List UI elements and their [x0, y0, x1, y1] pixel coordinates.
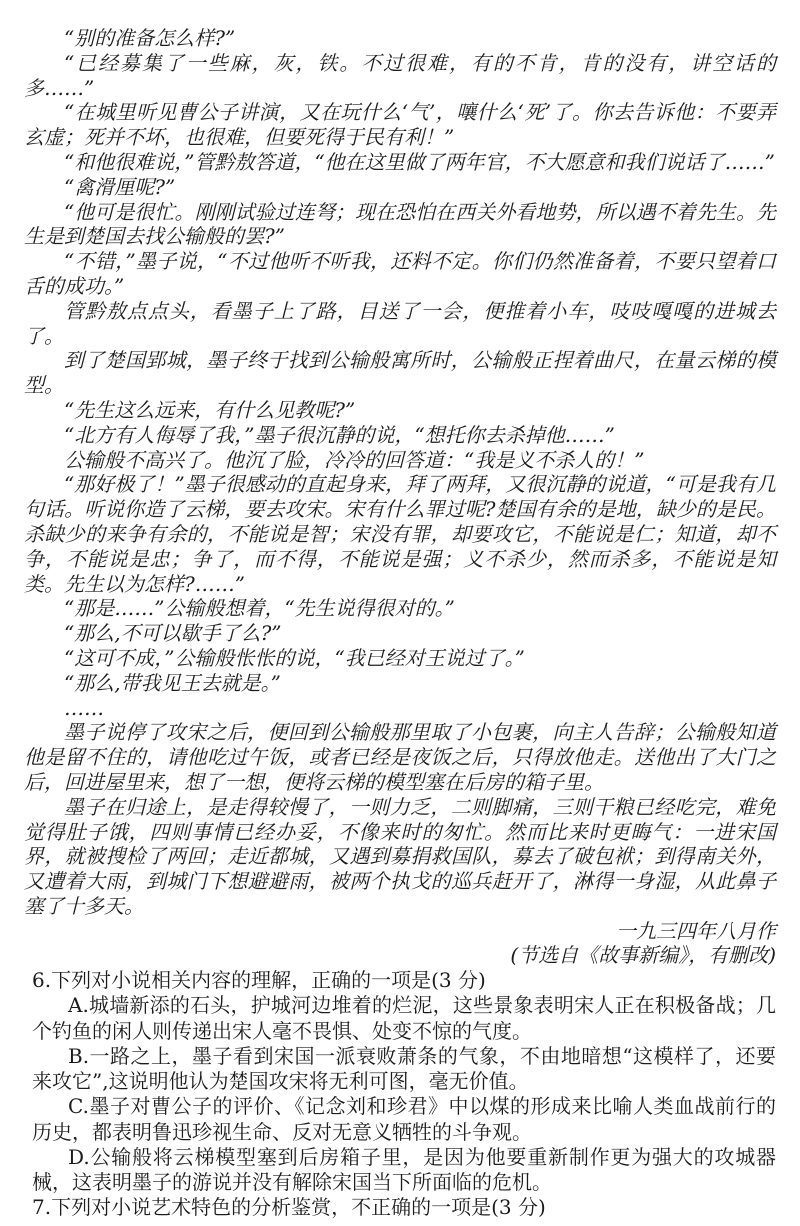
passage-paragraph: “禽滑厘呢?”	[64, 174, 176, 199]
passage-paragraph: “和他很难说，”管黔敖答道，“他在这里做了两年官，不大愿意和我们说话了……”	[64, 149, 775, 174]
passage-paragraph: 管黔敖点点头，看墨子上了路，目送了一会，便推着小车，吱吱嘎嘎的进城去了。	[24, 298, 776, 348]
question-6-stem: 6.下列对小说相关内容的理解，正确的一项是(3 分)	[32, 968, 486, 993]
passage-paragraph: 墨子说停了攻宋之后，便回到公输般那里取了小包裹，向主人告辞；公输般知道他是留不住的，请他吃过午饭，或者已经是夜饭之后，只得放他走。送他出了大门之后，回进屋里来，想了一想，便将云梯的模型塞在后房的箱子里。	[24, 720, 776, 794]
passage-paragraph: “那么,不可以歇手了么?”	[64, 621, 282, 646]
passage-paragraph: 公输般不高兴了。他沉了脸，冷冷的回答道：“我是义不杀人的！”	[64, 447, 645, 472]
question-7-stem: 7.下列对小说艺术特色的分析鉴赏，不正确的一项是(3 分)	[32, 1195, 546, 1220]
passage-paragraph: “那么,带我见王去就是。”	[64, 670, 281, 695]
question-6	[32, 968, 776, 1195]
passage-ellipsis: ……	[64, 695, 104, 720]
passage-paragraph: “已经募集了一些麻，灰，铁。不过很难，有的不肯，肯的没有，讲空话的多……”	[24, 50, 776, 100]
passage-paragraph: “北方有人侮辱了我，”墨子很沉静的说，“想托你去杀掉他……”	[64, 422, 615, 447]
question-6-option-c: C.墨子对曹公子的评价、《记念刘和珍君》中以煤的形成来比喻人类血战前行的历史，都表明鲁迅珍视生命、反对无意义牺牲的斗争观。	[32, 1094, 776, 1144]
question-6-option-d: D.公输般将云梯模型塞到后房箱子里，是因为他要重新制作更为强大的攻城器械，这表明墨子的游说并没有解除宋国当下所面临的危机。	[32, 1144, 776, 1194]
reading-passage	[24, 26, 776, 968]
passage-paragraph: 到了楚国郢城，墨子终于找到公输般寓所时，公输般正捏着曲尺，在量云梯的模型。	[24, 348, 776, 398]
source-line: (节选自《故事新编》，有删改)	[510, 943, 776, 968]
date-line: 一九三四年八月作	[616, 918, 776, 943]
question-6-option-b: B.一路之上，墨子看到宋国一派衰败萧条的气象，不由地暗想“这模样了，还要来攻它”,这说明他认为楚国攻宋将无利可图，毫无价值。	[32, 1043, 776, 1094]
passage-paragraph: 墨子在归途上，是走得较慢了，一则力乏，二则脚痛，三则干粮已经吃完，难免觉得肚子饿，四则事情已经办妥，不像来时的匆忙。然而比来时更晦气：一进宋国界，就被搜检了两回；走近都城，又遇到募捐救国队，募去了破包袱；到得南关外，又遭着大雨，到城门下想避避雨，被两个执戈的巡兵赶开了，淋得一身湿，从此鼻子塞了十多天。	[24, 794, 776, 918]
passage-paragraph: “在城里听见曹公子讲演，又在玩什么‘气’，嚷什么‘死’了。你去告诉他：不要弄玄虚；死并不坏，也很难，但要死得于民有利！”	[24, 100, 776, 150]
question-6-option-a: A.城墙新添的石头，护城河边堆着的烂泥，这些景象表明宋人正在积极备战；几个钓鱼的闲人则传递出宋人毫不畏惧、处变不惊的气度。	[32, 993, 776, 1043]
passage-paragraph: “这可不成，”公输般怅怅的说，“我已经对王说过了。”	[64, 645, 525, 670]
passage-paragraph: “他可是很忙。刚刚试验过连弩；现在恐怕在西关外看地势，所以遇不着先生。先生是到楚国去找公输般的罢?”	[24, 199, 776, 249]
passage-paragraph: “那好极了！”墨子很感动的直起身来，拜了两拜，又很沉静的说道，“可是我有几句话。听说你造了云梯，要去攻宋。宋有什么罪过呢?楚国有余的是地，缺少的是民。杀缺少的来争有余的，不能说是智；宋没有罪，却要攻它，不能说是仁；知道，却不争，不能说是忠；争了，而不得，不能说是强；义不杀少，然而杀多，不能说是知类。先生以为怎样?……”	[24, 472, 776, 596]
question-7	[32, 1195, 776, 1220]
passage-paragraph: “别的准备怎么样?”	[64, 26, 236, 50]
passage-paragraph: “不错，”墨子说，“不过他听不听我，还料不定。你们仍然准备着，不要只望着口舌的成功。”	[24, 249, 776, 298]
questions-section	[24, 968, 776, 1220]
passage-paragraph: “先生这么远来，有什么见教呢?”	[64, 397, 356, 422]
passage-paragraph: “那是……”公输般想着，“先生说得很对的。”	[64, 596, 455, 621]
